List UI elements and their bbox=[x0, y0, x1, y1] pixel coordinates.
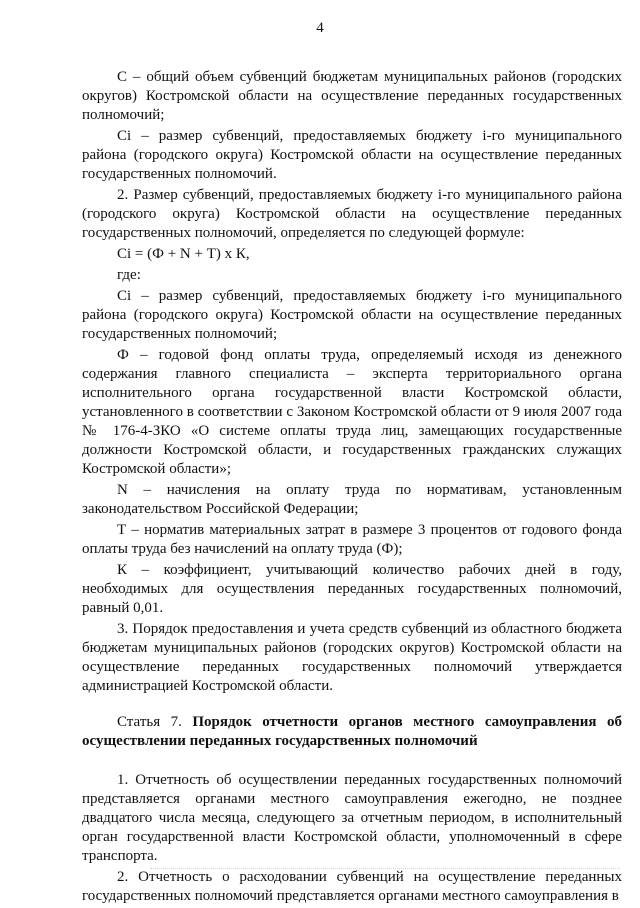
article-heading bbox=[82, 713, 622, 751]
paragraph-c-definition: С – общий объем субвенций бюджетам муниципальных районов (городских округов) Костромской области на осуществление переданных государственных полномочий; bbox=[82, 69, 622, 123]
paragraph-k-variable: К – коэффициент, учитывающий количество рабочих дней в году, необходимых для осуществления переданных государственных полномочий, равный 0,01. bbox=[82, 562, 622, 616]
paragraph-article7-item-1: 1. Отчетность об осуществлении переданных государственных полномочий представляется органами местного самоуправления ежегодно, не позднее двадцатого числа месяца, следующего за отчетным периодом, в исполнительный орган государственной власти Костромской области, уполномоченный в сфере транспорта. bbox=[82, 772, 622, 864]
article-prefix: Статья 7. bbox=[117, 714, 182, 730]
paragraph-f-variable: Ф – годовой фонд оплаты труда, определяемый исходя из денежного содержания главного специалиста – эксперта территориального органа исполнительного органа государственной власти Костромской области, установленного в соответствии с Законом Костромской области от 9 июля 2007 года № 176-4-ЗКО «О системе оплаты труда лиц, замещающих государственные должности Костромской области, и государственных гражданских служащих Костромской области»; bbox=[82, 347, 622, 477]
paragraph-ci-definition: Ci – размер субвенций, предоставляемых бюджету i-го муниципального района (городского округа) Костромской области на осуществление переданных государственных полномочий. bbox=[82, 128, 622, 182]
formula: Ci = (Ф + N + Т) х К, bbox=[117, 246, 250, 262]
formula-where: где: bbox=[117, 267, 141, 283]
paragraph-item-3: 3. Порядок предоставления и учета средств субвенций из областного бюджета бюджетам муниципальных районов (городских округов) Костромской области на осуществление переданных государственных полномочий утверждается администрацией Костромской области. bbox=[82, 621, 622, 694]
scan-artifact-line bbox=[150, 868, 620, 872]
document-body bbox=[82, 68, 622, 908]
paragraph-n-variable: N – начисления на оплату труда по нормативам, установленным законодательством Российской Федерации; bbox=[82, 482, 622, 517]
paragraph-article7-item-2: 2. Отчетность о расходовании субвенций на осуществление переданных государственных полномочий представляется органами местного самоуправления в bbox=[82, 869, 622, 904]
page-number: 4 bbox=[316, 20, 324, 36]
article-title: Порядок отчетности органов местного самоуправления об осуществлении переданных государственных полномочий bbox=[82, 714, 622, 749]
paragraph-ci-variable: Ci – размер субвенций, предоставляемых бюджету i-го муниципального района (городского округа) Костромской области на осуществление переданных государственных полномочий; bbox=[82, 288, 622, 342]
paragraph-item-2: 2. Размер субвенций, предоставляемых бюджету i-го муниципального района (городского округа) Костромской области на осуществление переданных государственных полномочий, определяется по следующей формуле: bbox=[82, 187, 622, 241]
paragraph-t-variable: Т – норматив материальных затрат в размере 3 процентов от годового фонда оплаты труда без начислений на оплату труда (Ф); bbox=[82, 522, 622, 557]
